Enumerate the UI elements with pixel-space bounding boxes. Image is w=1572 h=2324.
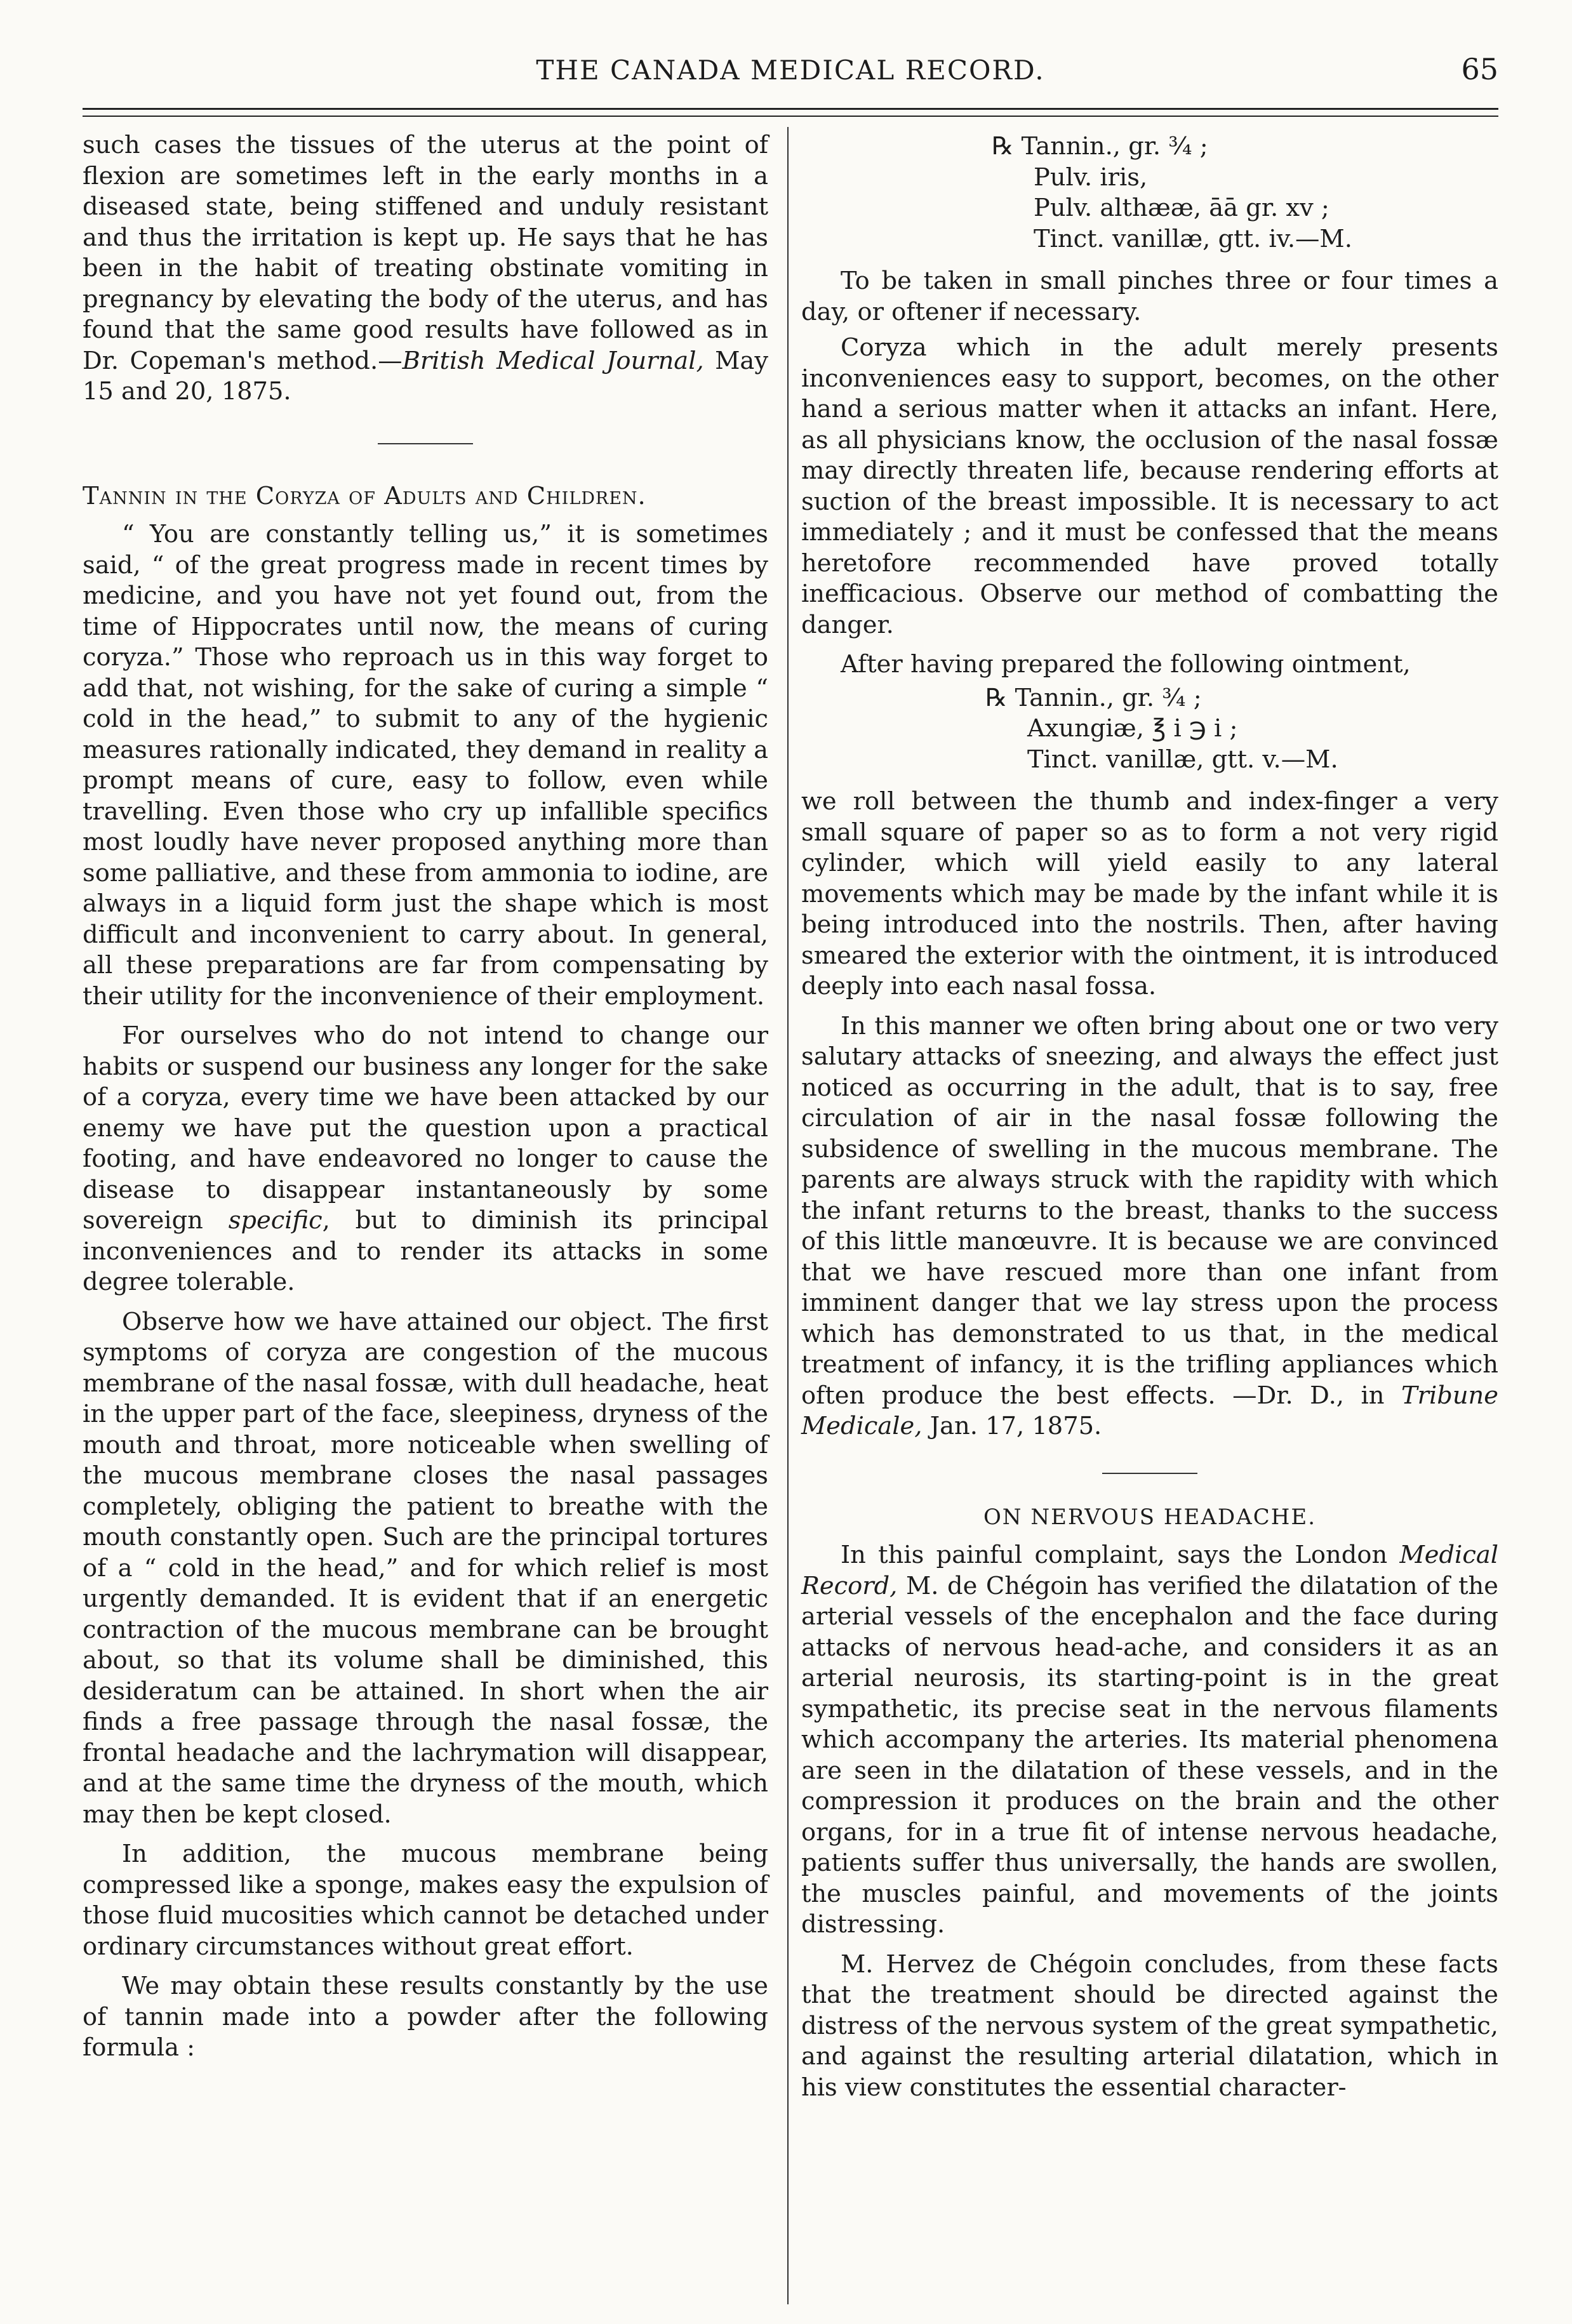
paragraph: In this manner we often bring about one or two very salutary attacks of sneezing, and always the effect just noticed as occurring in the adult, that is to say, free circulation of air in the nasal fossæ following the subsidence of swelling in the mucous membrane. The parents are always struck with the rapidity with which the infant returns to the breast, thanks to the success of this little manœuvre. It is because we are convinced that we have rescued more than one infant from imminent danger that we lay stress upon the process which has demonstrated to us that, in the medical treatment of infancy, it is the trifling appliances which often produce the best effects. —Dr. D., in Tribune Medicale, Jan. 17, 1875. [801, 1011, 1498, 1440]
section-title-headache: ON NERVOUS HEADACHE. [983, 1504, 1317, 1530]
paragraph: Coryza which in the adult merely presents inconveniences easy to support, becomes, on the other hand a serious matter when it attacks an infant. Here, as all physicians know, the occlusion of the nasal fossæ may directly threaten life, because rendering efforts at suction of the breast impossible. It is necessary to act immediately ; and it must be confessed that the means heretofore recommended have proved totally inefficacious. Observe our method of combatting the danger. [801, 333, 1498, 639]
paragraph: To be taken in small pinches three or four times a day, or oftener if necessary. [801, 267, 1498, 326]
citation-source: British Medical Journal, [402, 346, 704, 375]
journal-title: THE CANADA MEDICAL RECORD. [536, 55, 1045, 86]
left-column [83, 130, 768, 2064]
paragraph: In addition, the mucous membrane being compressed like a sponge, makes easy the expulsion of those fluid mucosities which cannot be detached under ordinary circumstances without great effort. [83, 1840, 768, 1961]
formula-powder: ℞ Tannin., gr. ¾ ; Pulv. iris, Pulv. althææ, āā gr. xv ; Tinct. vanillæ, gtt. iv.—M. [992, 132, 1352, 253]
formula-ointment: ℞ Tannin., gr. ¾ ; Axungiæ, ℥ i ℈ i ; Tinct. vanillæ, gtt. v.—M. [985, 683, 1338, 774]
section-divider [378, 443, 473, 444]
paragraph: M. Hervez de Chégoin concludes, from these facts that the treatment should be directed against the distress of the nervous system of the great sympathetic, and against the resulting arterial dilatation, which in his view constitutes the essential character- [801, 1949, 1498, 2102]
page-number: 65 [1461, 52, 1498, 86]
citation-source: Tribune Medicale, [801, 1381, 1498, 1440]
paragraph: For ourselves who do not intend to change our habits or suspend our business any longer for the sake of a coryza, every time we have been attacked by our enemy we have put the question upon a practical footing, and have endeavored no longer to cause the disease to disappear instantaneously by some sovereign specific, but to diminish its principal inconveniences and to render its attacks in some degree tolerable. [83, 1021, 769, 1296]
paragraph: After having prepared the following ointment, [841, 650, 1411, 679]
column-divider [787, 127, 789, 2304]
header-rule-top [83, 108, 1498, 110]
right-column [801, 130, 1498, 2103]
header-rule-bottom [83, 116, 1498, 117]
paragraph: we roll between the thumb and index-finger a very small square of paper so as to form a not very rigid cylinder, which will yield easily to any lateral movements which may be made by the infant while it is being introduced into the nostrils. Then, after having smeared the exterior with the ointment, it is introduced deeply into each nasal fossa. [801, 787, 1498, 1000]
paragraph: such cases the tissues of the uterus at the point of flexion are sometimes left in the early months in a diseased state, being stiffened and unduly resistant and thus the irritation is kept up. He says that he has been in the habit of treating obstinate vomiting in pregnancy by elevating the body of the uterus, and has found that the same good results have followed as in Dr. Copeman's method.—British Medical Journal, May 15 and 20, 1875. [83, 131, 769, 406]
paragraph: We may obtain these results constantly by the use of tannin made into a powder after the following formula : [83, 1972, 768, 2062]
running-header [83, 52, 1498, 96]
paragraph: Observe how we have attained our object. The first symptoms of coryza are congestion of the mucous membrane of the nasal fossæ, with dull headache, heat in the upper part of the face, sleepiness, dryness of the mouth and throat, more noticeable when swelling of the mucous membrane closes the nasal passages completely, obliging the patient to breathe with the mouth constantly open. Such are the principal tortures of a “ cold in the head,” and for which relief is most urgently demanded. It is evident that if an energetic contraction of the mucous membrane can be brought about, so that its volume shall be diminished, this desideratum can be attained. In short when the air finds a free passage through the nasal fossæ, the frontal headache and the lachrymation will disappear, and at the same time the dryness of the mouth, which may then be kept closed. [83, 1307, 768, 1829]
paragraph: In this painful complaint, says the London Medical Record, M. de Chégoin has verified the dilatation of the arterial vessels of the encephalon and the face during attacks of nervous head-ache, and considers it as an arterial neurosis, its starting-point is in the great sympathetic, its precise seat in the nervous filaments which accompany the arteries. Its material phenomena are seen in the dilatation of these vessels, and in the compression it produces on the brain and the other organs, for in a true fit of intense nervous headache, patients suffer thus universally, the hands are swollen, the muscles painful, and movements of the joints distressing. [801, 1541, 1498, 1939]
paragraph: “ You are constantly telling us,” it is sometimes said, “ of the great progress made in recent times by medicine, and you have not yet found out, from the time of Hippocrates until now, the means of curing coryza.” Those who reproach us in this way forget to add that, not wishing, for the sake of curing a simple “ cold in the head,” to submit to any of the hygienic measures rationally indicated, they demand in reality a prompt means of cure, easy to follow, even while travelling. Even those who cry up infallible specifics most loudly have never proposed anything more than some palliative, and these from ammonia to iodine, are always in a liquid form just the shape which is most difficult and inconvenient to carry about. In general, all these preparations are far from compensating by their utility for the inconvenience of their employment. [83, 520, 768, 1011]
section-title-tannin: Tannin in the Coryza of Adults and Children. [83, 481, 646, 510]
section-divider [1102, 1473, 1197, 1474]
